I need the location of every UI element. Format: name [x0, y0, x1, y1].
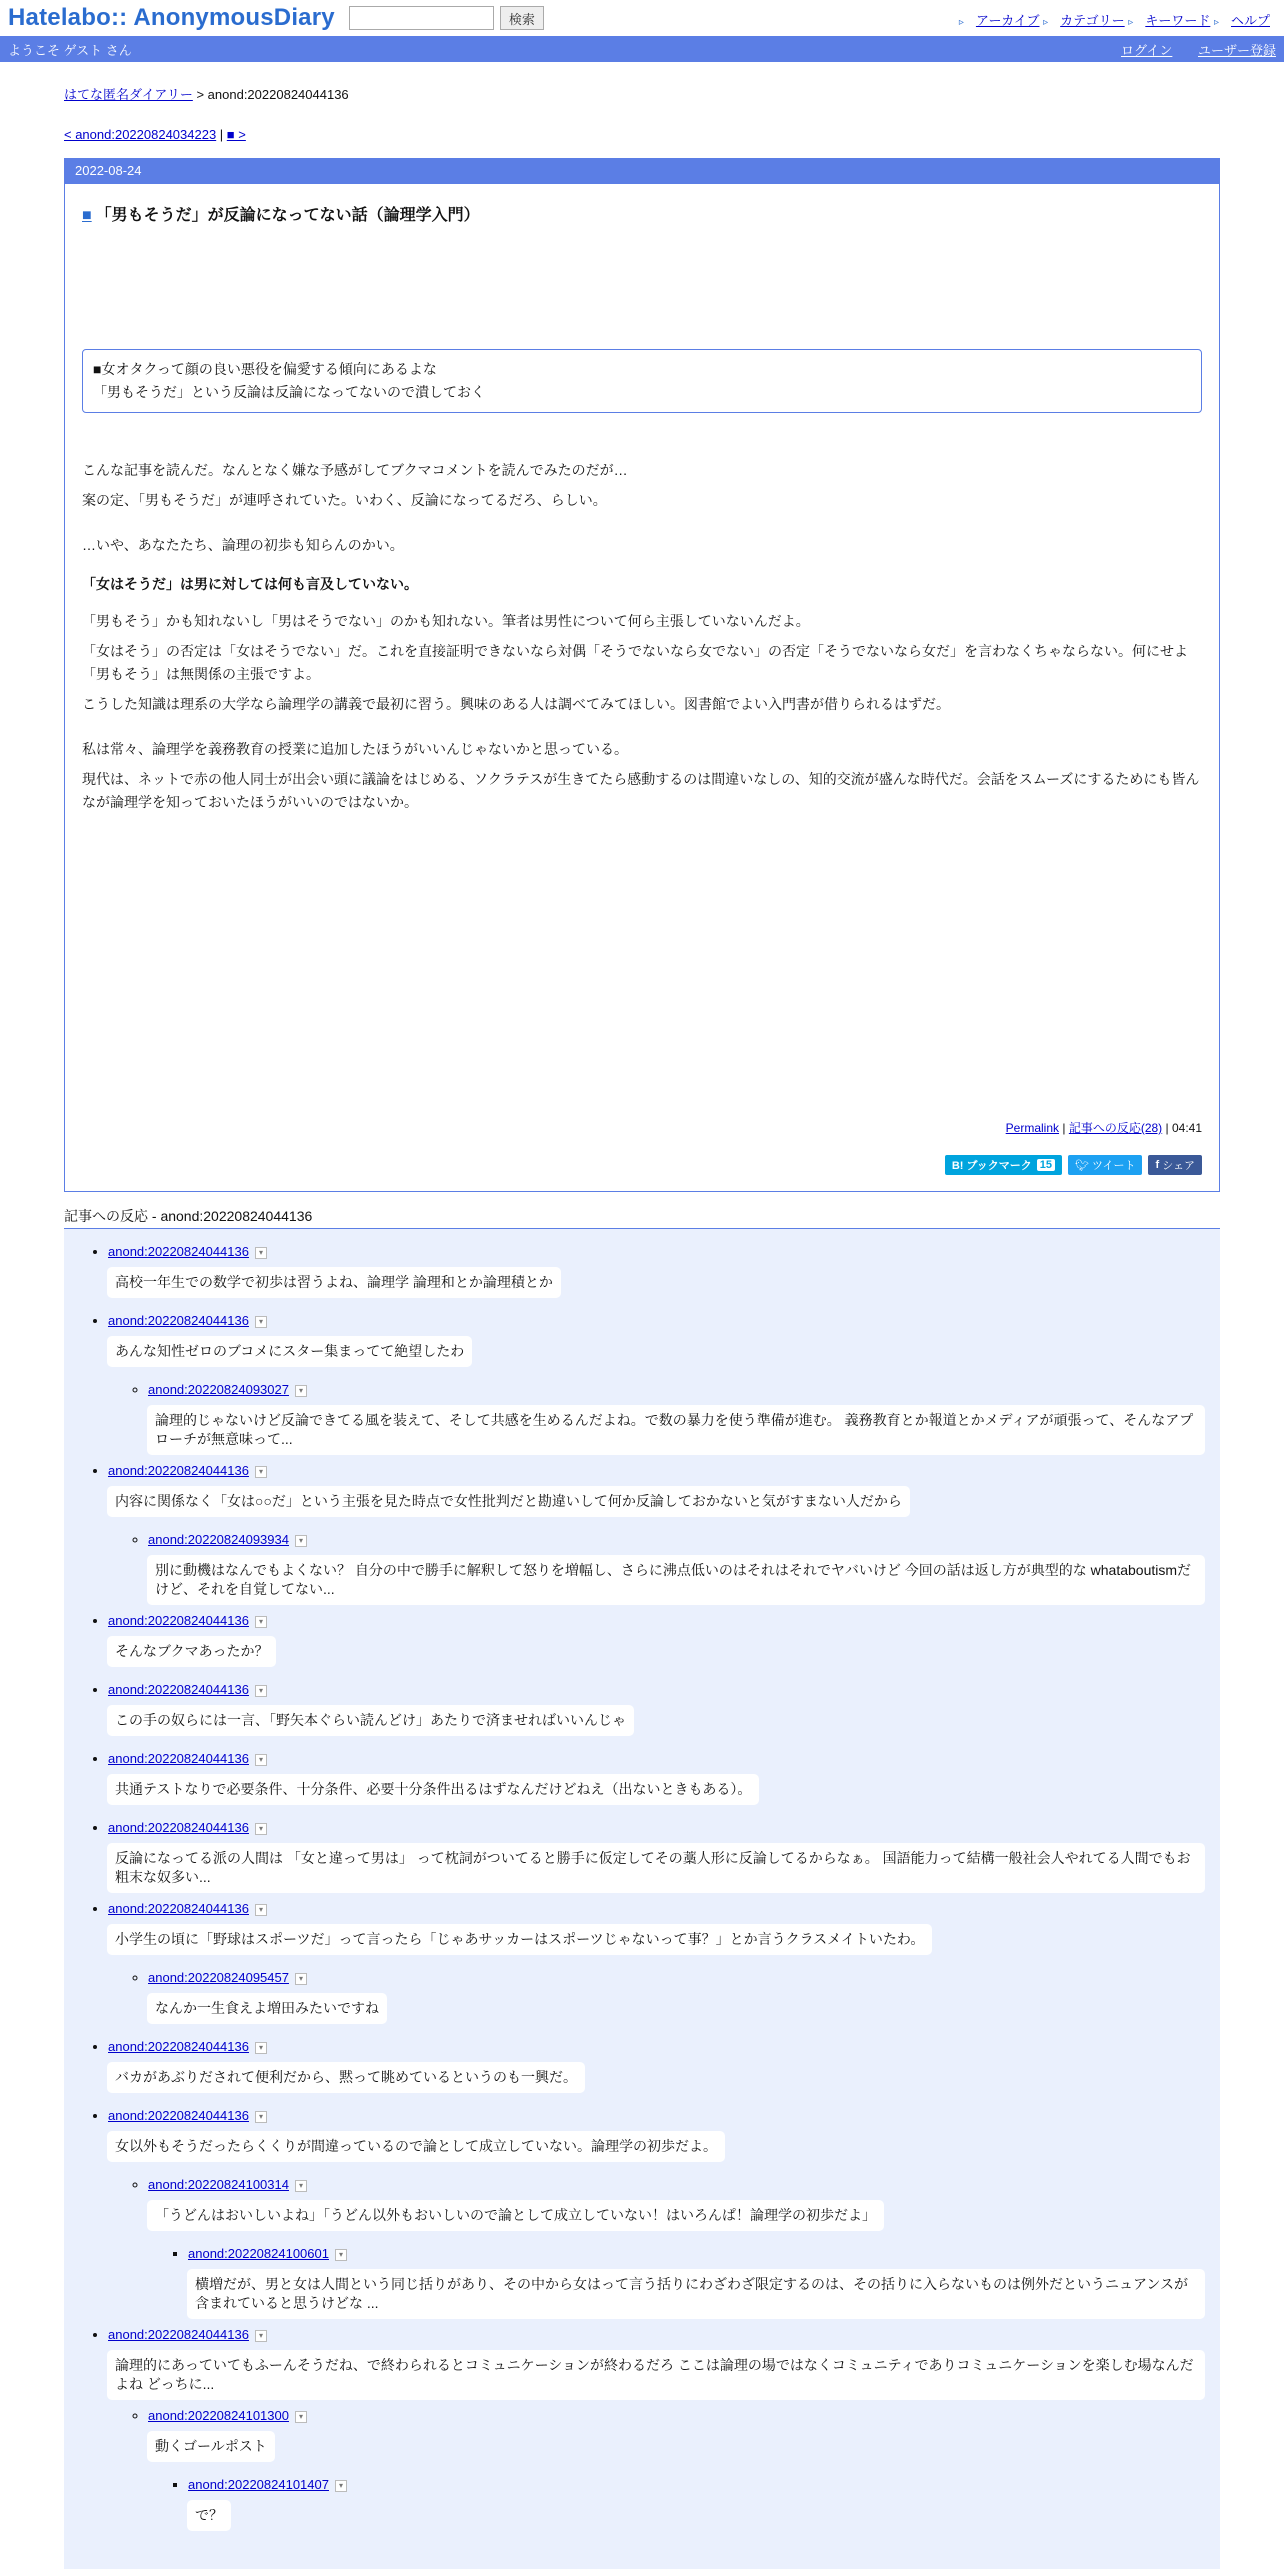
entry-paragraph: こんな記事を読んだ。なんとなく嫌な予感がしてブクマコメントを読んでみたのだが…	[82, 462, 628, 478]
share-buttons	[945, 1155, 1202, 1175]
triangle-icon: ▹	[1043, 17, 1049, 28]
entry-permalink-marker[interactable]: ■	[82, 207, 92, 224]
dropdown-icon[interactable]: ▾	[255, 1823, 267, 1835]
dropdown-icon[interactable]: ▾	[255, 2111, 267, 2123]
nav-help[interactable]: ヘルプ	[1230, 13, 1270, 28]
day-section	[64, 158, 1220, 1192]
reaction-list	[108, 1970, 1206, 2032]
entry-time: 04:41	[1171, 1121, 1202, 1135]
reaction-link[interactable]: anond:20220824044136	[108, 1313, 249, 1328]
reaction-item	[108, 2039, 1206, 2101]
triangle-icon: ▹	[958, 17, 964, 28]
breadcrumb-current: anond:20220824044136	[207, 87, 349, 102]
dropdown-icon[interactable]: ▾	[295, 1385, 307, 1397]
reaction-text: で？	[187, 2500, 231, 2531]
reaction-list	[148, 2477, 1206, 2539]
day-date: 2022-08-24	[65, 159, 1219, 184]
reaction-link[interactable]: anond:20220824100314	[148, 2177, 289, 2192]
reaction-list	[108, 2177, 1206, 2319]
triangle-icon: ▹	[1213, 17, 1219, 28]
entry-paragraph: 現代は、ネットで赤の他人同士が出会い頭に議論をはじめる、ソクラテスが生きてたら感動するのは間違いなしの、知的交流が盛んな時代だ。会話をスムーズにするためにも皆んなが論理学を知っておいたほうがいいのではないか。	[82, 771, 1200, 810]
reaction-text: 内容に関係なく「女は○○だ」という主張を見た時点で女性批判だと勘違いして何か反論しておかないと気がすまない人だから	[107, 1486, 910, 1517]
user-bar	[0, 36, 1284, 62]
dropdown-icon[interactable]: ▾	[255, 1685, 267, 1697]
reaction-text: あんな知性ゼロのブコメにスター集まってて絶望したわ	[107, 1336, 472, 1367]
reaction-list	[108, 1532, 1206, 1605]
reaction-link[interactable]: anond:20220824044136	[108, 1820, 249, 1835]
reaction-link[interactable]: anond:20220824093934	[148, 1532, 289, 1547]
dropdown-icon[interactable]: ▾	[255, 2330, 267, 2342]
reaction-text: 女以外もそうだったらくくりが間違っているので論として成立していない。論理学の初歩だよ。	[107, 2131, 725, 2162]
reaction-item	[108, 2108, 1206, 2319]
entry-paragraph: 「女はそう」の否定は「女はそうでない」だ。これを直接証明できないなら対偶「そうでないなら女でない」の否定「そうでないなら女だ」を言わなくちゃならない。何にせよ「男もそう」は無関係の主張ですよ。	[82, 643, 1188, 682]
entry-paragraph: 案の定、「男もそうだ」が連呼されていた。いわく、反論になってるだろ、らしい。	[82, 492, 607, 508]
reaction-item	[148, 1382, 1206, 1455]
facebook-share-button[interactable]	[1148, 1155, 1202, 1175]
reactions-link[interactable]: 記事への反応(28)	[1068, 1121, 1163, 1135]
triangle-icon: ▹	[1128, 17, 1134, 28]
entry-paragraph-bold: 「女はそうだ」は男に対しては何も言及していない。	[82, 576, 418, 592]
dropdown-icon[interactable]: ▾	[255, 1466, 267, 1478]
reaction-link[interactable]: anond:20220824100601	[188, 2246, 329, 2261]
entry-title-text: 「男もそうだ」が反論になってない話（論理学入門）	[95, 207, 480, 224]
reaction-text: 反論になってる派の人間は 「女と違って男は」 って枕詞がついてると勝手に仮定してその藁人形に反論してるからなぁ。 国語能力って結構一般社会人やれてる人間でもお粗末な奴多い...	[107, 1843, 1205, 1893]
nav-keyword[interactable]: キーワード	[1145, 13, 1211, 28]
entry-quote	[82, 349, 1202, 413]
tweet-button[interactable]	[1068, 1155, 1142, 1175]
reaction-list	[64, 1244, 1206, 2539]
entry-pager	[64, 127, 1220, 142]
permalink-link[interactable]: Permalink	[1005, 1121, 1060, 1135]
top-nav	[959, 10, 1270, 29]
reaction-item	[108, 1901, 1206, 2032]
search-input[interactable]	[349, 6, 494, 30]
reaction-text: この手の奴らには一言、「野矢本ぐらい読んどけ」あたりで済ませればいいんじゃ	[107, 1705, 634, 1736]
tweet-label: ツイート	[1092, 1160, 1136, 1172]
breadcrumb-separator: >	[192, 87, 208, 102]
breadcrumb	[64, 84, 1220, 103]
reaction-item	[188, 2246, 1206, 2319]
reaction-text: 横増だが、男と女は人間という同じ括りがあり、その中から女はって言う括りにわざわざ限定するのは、その括りに入らないものは例外だというニュアンスが含まれていると思うけどな ...	[187, 2269, 1205, 2319]
dropdown-icon[interactable]: ▾	[335, 2249, 347, 2261]
reaction-link[interactable]: anond:20220824044136	[108, 1901, 249, 1916]
entry-footer: Permalink | 記事への反応(28) | 04:41	[1005, 1121, 1202, 1135]
reaction-text: 論理的じゃないけど反論できてる風を装えて、そして共感を生めるんだよね。で数の暴力を使う準備が進む。 義務教育とか報道とかメディアが頑張って、そんなアプローチが無意味って...	[147, 1405, 1205, 1455]
site-header	[0, 0, 1284, 36]
dropdown-icon[interactable]: ▾	[295, 1535, 307, 1547]
entry-paragraph: 私は常々、論理学を義務教育の授業に追加したほうがいいんじゃないかと思っている。	[82, 741, 628, 757]
bookmark-count: 15	[1037, 1159, 1055, 1171]
dropdown-icon[interactable]: ▾	[295, 2411, 307, 2423]
entry-body	[65, 184, 1219, 1191]
site-logo[interactable]: Hatelabo:: AnonymousDiary	[8, 4, 335, 31]
dropdown-icon[interactable]: ▾	[295, 1973, 307, 1985]
facebook-icon: f	[1155, 1159, 1163, 1171]
reaction-link[interactable]: anond:20220824093027	[148, 1382, 289, 1397]
register-link[interactable]: ユーザー登録	[1197, 42, 1276, 58]
entry-paragraph: こうした知識は理系の大学なら論理学の講義で最初に習う。興味のある人は調べてみてほしい。図書館でよい入門書が借りられるはずだ。	[82, 696, 950, 712]
reaction-text: なんか一生食えよ増田みたいですね	[147, 1993, 387, 2024]
reaction-item	[108, 1463, 1206, 1605]
reaction-text: 論理的にあっていてもふーんそうだね、で終わられるとコミュニケーションが終わるだろ ここは論理の場ではなくコミュニティでありコミュニケーションを楽しむ場なんだよね どっちに...	[107, 2350, 1205, 2400]
reaction-list	[148, 2246, 1206, 2319]
reaction-item	[148, 1970, 1206, 2032]
dropdown-icon[interactable]: ▾	[255, 1754, 267, 1766]
reactions-list	[64, 1229, 1220, 2569]
nav-archive[interactable]: アーカイブ	[975, 13, 1040, 28]
reactions-heading: 記事への反応 - anond:20220824044136	[64, 1206, 1220, 1229]
hatena-bookmark-label: B! ブックマーク	[951, 1160, 1032, 1172]
reaction-item	[148, 2408, 1206, 2539]
welcome-text: ようこそ ゲスト さん	[8, 42, 132, 58]
main-content	[0, 84, 1284, 2569]
quote-line: 「男もそうだ」という反論は反論になってないので潰しておく	[93, 384, 485, 400]
reaction-text: 別に動機はなんでもよくない？ 自分の中で勝手に解釈して怒りを増幅し、さらに沸点低いのはそれはそれでヤバいけど 今回の話は返し方が典型的な whataboutismだけど、それを自覚してない...	[147, 1555, 1205, 1605]
facebook-share-label: シェア	[1162, 1160, 1195, 1172]
login-link[interactable]: ログイン	[1121, 42, 1173, 58]
reaction-link[interactable]: anond:20220824044136	[108, 1463, 249, 1478]
reaction-text: 動くゴールポスト	[147, 2431, 275, 2462]
quote-line: ■女オタクって顔の良い悪役を偏愛する傾向にあるよな	[93, 361, 437, 377]
nav-category[interactable]: カテゴリー	[1060, 13, 1125, 28]
dropdown-icon[interactable]: ▾	[295, 2180, 307, 2192]
reaction-text: 共通テストなりで必要条件、十分条件、必要十分条件出るはずなんだけどねえ（出ないときもある）。	[107, 1774, 759, 1805]
reaction-item	[108, 1751, 1206, 1813]
next-entry-link[interactable]: ■ >	[226, 127, 246, 142]
reaction-link[interactable]: anond:20220824044136	[108, 2327, 249, 2342]
reaction-item	[188, 2477, 1206, 2539]
dropdown-icon[interactable]: ▾	[255, 1904, 267, 1916]
reaction-item	[148, 1532, 1206, 1605]
entry-paragraph: …いや、あなたたち、論理の初歩も知らんのかい。	[82, 537, 404, 553]
reaction-link[interactable]: anond:20220824044136	[108, 1682, 249, 1697]
reaction-link[interactable]: anond:20220824044136	[108, 1751, 249, 1766]
reaction-link[interactable]: anond:20220824044136	[108, 2108, 249, 2123]
dropdown-icon[interactable]: ▾	[255, 1316, 267, 1328]
pager-separator: |	[216, 127, 227, 142]
dropdown-icon[interactable]: ▾	[335, 2480, 347, 2492]
search-button[interactable]: 検索	[500, 6, 544, 30]
reaction-list	[108, 2408, 1206, 2539]
reaction-link[interactable]: anond:20220824044136	[108, 2039, 249, 2054]
reaction-text: 高校一年生での数学で初歩は習うよね、論理学 論理和とか論理積とか	[107, 1267, 561, 1298]
hatena-bookmark-button[interactable]	[945, 1155, 1062, 1175]
reaction-item	[108, 1613, 1206, 1675]
dropdown-icon[interactable]: ▾	[255, 1616, 267, 1628]
entry-paragraph: 「男もそう」かも知れないし「男はそうでない」のかも知れない。筆者は男性について何ら主張していないんだよ。	[82, 613, 810, 629]
reaction-link[interactable]: anond:20220824044136	[108, 1613, 249, 1628]
reaction-link[interactable]: anond:20220824095457	[148, 1970, 289, 1985]
reaction-text: バカがあぶりだされて便利だから、黙って眺めているというのも一興だ。	[107, 2062, 585, 2093]
entry-title	[82, 202, 1202, 225]
reaction-link[interactable]: anond:20220824101300	[148, 2408, 289, 2423]
reaction-item	[108, 1313, 1206, 1455]
reaction-item	[108, 1244, 1206, 1306]
dropdown-icon[interactable]: ▾	[255, 2042, 267, 2054]
reaction-link[interactable]: anond:20220824044136	[108, 1244, 249, 1259]
reaction-text: 小学生の頃に「野球はスポーツだ」って言ったら「じゃあサッカーはスポーツじゃないって事？」とか言うクラスメイトいたわ。	[107, 1924, 932, 1955]
reaction-text: 「うどんはおいしいよね」「うどん以外もおいしいので論として成立していない！はいろんぱ！論理学の初歩だよ」	[147, 2200, 884, 2231]
reaction-link[interactable]: anond:20220824101407	[188, 2477, 329, 2492]
entry-text	[82, 459, 1202, 814]
reaction-item	[108, 1820, 1206, 1893]
dropdown-icon[interactable]: ▾	[255, 1247, 267, 1259]
search-form	[349, 6, 544, 30]
breadcrumb-home[interactable]: はてな匿名ダイアリー	[64, 87, 193, 102]
twitter-icon: 🐦︎	[1075, 1159, 1093, 1172]
prev-entry-link[interactable]: < anond:20220824034223	[64, 127, 217, 142]
reaction-text: そんなブクマあったか？	[107, 1636, 276, 1667]
reaction-list	[108, 1382, 1206, 1455]
reaction-item	[108, 1682, 1206, 1744]
reaction-item	[148, 2177, 1206, 2319]
reaction-item	[108, 2327, 1206, 2539]
